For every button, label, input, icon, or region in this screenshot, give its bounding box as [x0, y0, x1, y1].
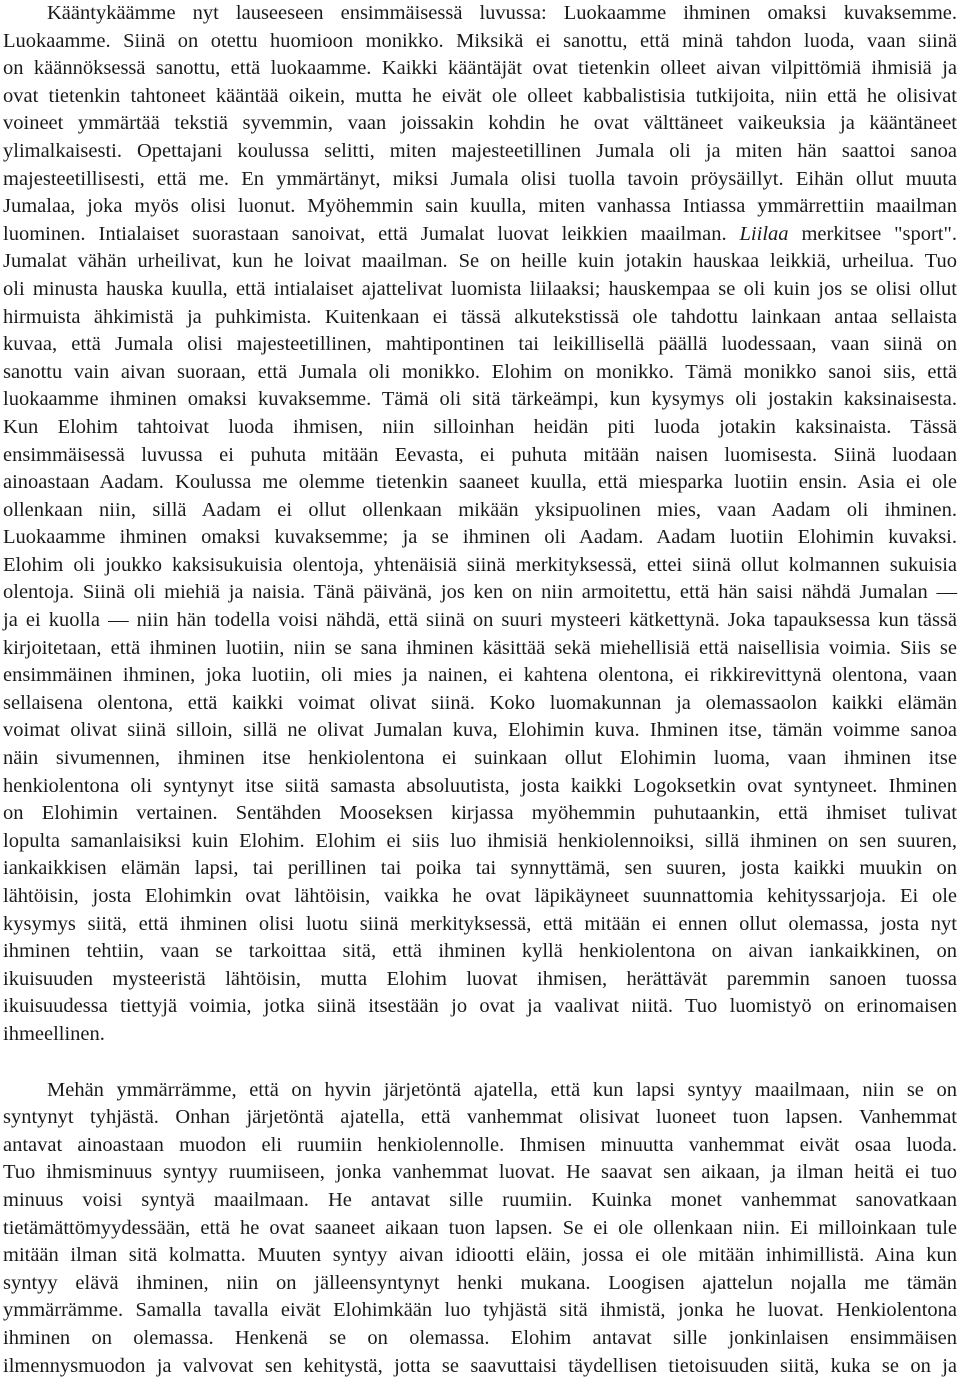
text-line: syntynyt tyhjästä. Onhan järjetöntä ajatella, että vanhemmat olisivat luoneet tuon lapsen. Vanhemmat: [3, 1106, 957, 1129]
text-line: antavat ainoastaan muodon eli ruumiin henkiolennolle. Ihmisen minuutta vanhemmat eivät osaa luoda.: [3, 1133, 957, 1156]
text-line: iankaikkisen elämän lapsi, tai perillinen tai poika tai synnyttämä, sen suuren, josta kaikki muukin on: [3, 857, 957, 880]
text-line: Tuo ihmisminuus syntyy ruumiiseen, jonka vanhemmat luovat. He saavat sen aikaan, ja ilman heitä ei tuo: [3, 1161, 957, 1184]
text-segment: merkitsee "sport".: [788, 222, 957, 245]
text-line: majesteetillisesti, että me. En ymmärtänyt, miksi Jumala olisi tuolla tavoin pröysäillyt. Eihän ollut muuta: [3, 167, 957, 190]
text-line: ihminen tehtiin, vaan se tarkoittaa sitä, että ihminen kyllä henkiolentona on aivan iankaikkinen, on: [3, 940, 957, 963]
text-line: Kun Elohim tahtoivat luoda ihmisen, niin silloinhan heidän piti luoda jotakin kaksinaista. Tässä: [3, 415, 957, 438]
text-line: kirjoitetaan, että ihminen luotiin, niin se sana ihminen käsittää sekä miehellisiä että naisellisia voimia. Siis se: [3, 636, 957, 659]
text-line: tietämättömyydessään, että he ovat saaneet aikaan tuon lapsen. Se ei ole ollenkaan niin. Ei milloinkaan tule: [3, 1216, 957, 1239]
paragraph-1: [3, 0, 957, 1049]
text-line: ja ei kuolla — niin hän todella voisi nähdä, että siinä on suuri mysteeri kätkettynä. Joka tapauksessa kun tässä: [3, 609, 957, 632]
text-line: on Elohimin vertainen. Sentähden Mooseksen kirjassa myöhemmin puhutaankin, että ihmiset tulivat: [3, 802, 957, 825]
text-line: on käännöksessä sanottu, että luokaamme. Kaikki kääntäjät ovat tietenkin olleet aivan vilpittömiä ihmisiä ja: [3, 57, 957, 80]
text-line: hirmuista ähkimistä ja puhkimista. Kuitenkaan ei tässä alkutekstissä ole tahdottu lainkaan antaa sellaista: [3, 305, 957, 328]
text-line: ihminen on olemassa. Henkenä se on olemassa. Elohim antavat sille jonkinlaisen ensimmäisen: [3, 1326, 957, 1349]
text-line: kuvaa, että Jumala olisi majesteetillinen, mahtipontinen tai leikillisellä päällä luodessaan, vaan siinä on: [3, 333, 957, 356]
text-line: ensimmäisessä luvussa ei puhuta mitään Eevasta, ei puhuta mitään naisen luomisesta. Siinä luodaan: [3, 443, 957, 466]
text-line: Mehän ymmärrämme, että on hyvin järjetöntä ajatella, että kun lapsi syntyy maailmaan, niin se on: [47, 1078, 957, 1101]
text-line: luokaamme ihminen omaksi kuvaksemme. Tämä oli sitä tärkeämpi, kun kysymys oli jostakin kaksinaisesta.: [3, 388, 957, 411]
text-line: Elohim oli joukko kaksisukuisia olentoja, yhtenäisiä siinä merkityksessä, ettei siinä ollut kolmannen sukuisia: [3, 553, 957, 576]
paragraph-2: [3, 1077, 957, 1381]
text-line: Jumalaa, joka myös olisi luonut. Myöhemmin sain kuulla, miten vanhassa Intiassa ymmärrettiin maailman: [3, 195, 957, 218]
text-line: syntyy elävä ihminen, niin on jälleensyntynyt henki mukana. Loogisen ajattelun nojalla me tämän: [3, 1271, 957, 1294]
text-line: minuus voisi syntyä maailmaan. He antavat sille ruumiin. Kuinka monet vanhemmat sanovatkaan: [3, 1188, 957, 1211]
text-line: ainoastaan Aadam. Koulussa me olemme tietenkin saaneet kuulla, että miesparka luotiin ensin. Asia ei ole: [3, 471, 957, 494]
text-line: voimat olivat siinä silloin, sillä ne olivat Jumalan kuva, Elohimin kuva. Ihminen itse, tämän voimme sanoa: [3, 719, 957, 742]
text-line: Luokaamme. Siinä on otettu huomioon monikko. Miksikä ei sanottu, että minä tahdon luoda, vaan siinä: [3, 29, 957, 52]
text-line: ilmennysmuodon ja valvovat sen kehitystä, jotta se saavuttaisi täydellisen tietoisuuden siitä, kuka se on ja: [3, 1354, 957, 1377]
text-line: ymmärrämme. Samalla tavalla eivät Elohimkään luo tyhjästä sitä ihmistä, jonka he luovat. Henkiolentona: [3, 1299, 957, 1322]
text-line: ovat tietenkin tahtoneet kääntää oikein, mutta he eivät ole olleet kabbalistisia tutkijoita, niin että he olisivat: [3, 84, 957, 107]
text-line: voineet ymmärtää tekstiä syvemmin, vaan joissakin kohdin he ovat välttäneet vaikeuksia ja kääntäneet: [3, 112, 957, 135]
text-line: Luokaamme ihminen omaksi kuvaksemme; ja se ihminen oli Aadam. Aadam luotiin Elohimin kuvaksi.: [3, 526, 957, 549]
text-line: ylimalkaisesti. Opettajani koulussa selitti, miten majesteetillinen Jumala oli ja miten hän saattoi sanoa: [3, 139, 957, 162]
text-line: sellaisena olentona, että kaikki voimat olivat siinä. Koko luomakunnan ja olemassaolon kaikki elämän: [3, 691, 957, 714]
document-page: [3, 0, 957, 1380]
text-line: Jumalat vähän urheilivat, kun he loivat maailman. Se on heille kuin jotakin hauskaa leikkiä, urheilua. Tuo: [3, 250, 957, 273]
text-line: ikuisuuden mysteeristä lähtöisin, mutta Elohim luovat ihmisen, herättävät paremmin sanoen tuossa: [3, 967, 957, 990]
text-line: lopulta samanlaisiksi kuin Elohim. Elohim ei siis luo ihmisiä henkiolennoiksi, sillä ihminen on sen suuren,: [3, 829, 957, 852]
text-line: kysymys siitä, että ihminen olisi luotu siinä merkityksessä, että mitään ei ennen ollut olemassa, josta nyt: [3, 912, 957, 935]
text-line: lähtöisin, josta Elohimkin ovat lähtöisin, vaikka he ovat läpikäyneet suunnattomia kehityssarjoja. Ei ole: [3, 885, 957, 907]
text-segment: luominen. Intialaiset suorastaan sanoivat, että Jumalat luovat leikkien maailman.: [3, 222, 740, 245]
text-line: näin sivumennen, ihminen itse henkiolentona ei suinkaan ollut Elohimin luoma, vaan ihminen itse: [3, 747, 957, 770]
text-line: Kääntykäämme nyt lauseeseen ensimmäisessä luvussa: Luokaamme ihminen omaksi kuvaksemme.: [47, 2, 957, 24]
text-line: ihmeellinen.: [3, 1022, 105, 1045]
text-line: oli minusta hauska kuulla, että intialaiset ajattelivat luomista liilaaksi; hauskempaa se oli kuin jos se olisi ollut: [3, 277, 957, 300]
emphasized-word: Liilaa: [739, 222, 789, 245]
text-line: [3, 221, 957, 249]
text-line: ollenkaan niin, sillä Aadam ei ollut ollenkaan mikään yksipuolinen mies, vaan Aadam oli ihminen.: [3, 498, 957, 521]
text-line: sanottu vain aivan suoraan, että Jumala oli monikko. Elohim on monikko. Tämä monikko sanoi siis, että: [3, 360, 957, 383]
text-line: ikuisuudessa tiettyjä voimia, jotka siinä itsestään jo ovat ja vaalivat niitä. Tuo luomistyö on erinomaisen: [3, 995, 957, 1018]
text-line: henkiolentona oli syntynyt itse siitä samasta absoluutista, josta kaikki Logoksetkin ovat syntyneet. Ihminen: [3, 774, 957, 797]
text-line: olentoja. Siinä oli miehiä ja naisia. Tänä päivänä, jos ken on niin armoitettu, että hän saisi nähdä Jumalan —: [3, 581, 957, 604]
text-line: ensimmäinen ihminen, joka luotiin, oli mies ja nainen, ei kahtena olentona, ei rikkirevittynä olentona, vaan: [3, 664, 957, 687]
text-line: mitään ilman sitä kolmatta. Muuten syntyy aivan idiootti eläin, jossa ei ole mitään inhimillistä. Aina kun: [3, 1244, 957, 1267]
